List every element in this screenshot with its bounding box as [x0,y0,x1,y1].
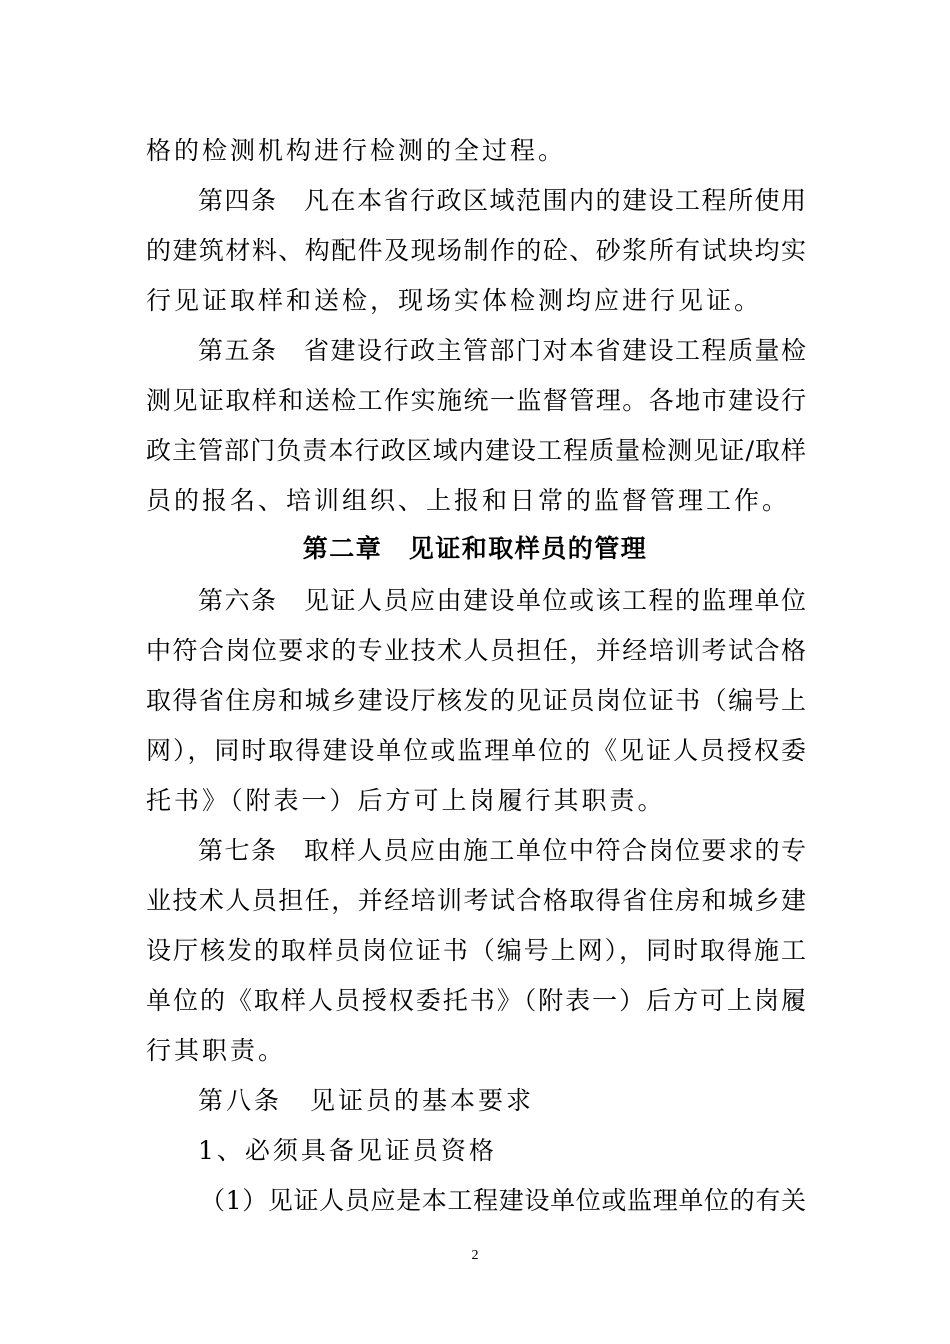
body-text-line: 单位的《取样人员授权委托书》（附表一）后方可上岗履 [146,986,806,1015]
body-text-line: 取得省住房和城乡建设厅核发的见证员岗位证书（编号上 [146,686,806,715]
article-4-line: 第四条 凡在本省行政区域范围内的建设工程所使用 [198,186,806,215]
body-text-line: 行其职责。 [146,1036,287,1065]
article-5-line: 第五条 省建设行政主管部门对本省建设工程质量检 [198,336,806,365]
body-text-line: 设厅核发的取样员岗位证书（编号上网），同时取得施工 [146,936,806,965]
article-8-line: 第八条 见证员的基本要求 [198,1086,535,1115]
body-text-line: 格的检测机构进行检测的全过程。 [146,136,567,165]
body-text-line: 政主管部门负责本行政区域内建设工程质量检测见证/取样 [146,436,806,465]
list-item-line: 1、必须具备见证员资格 [198,1136,497,1165]
body-text-line: 中符合岗位要求的专业技术人员担任，并经培训考试合格 [146,636,806,665]
body-text-line: 托书》（附表一）后方可上岗履行其职责。 [146,786,666,815]
body-text-line: 的建筑材料、构配件及现场制作的砼、砂浆所有试块均实 [146,236,806,265]
body-text-line: 业技术人员担任，并经培训考试合格取得省住房和城乡建 [146,886,806,915]
body-text-line: 网），同时取得建设单位或监理单位的《见证人员授权委 [146,736,806,765]
page-number: 2 [471,1248,479,1263]
chapter-heading: 第二章 见证和取样员的管理 [302,534,648,563]
article-7-line: 第七条 取样人员应由施工单位中符合岗位要求的专 [198,836,806,865]
article-6-line: 第六条 见证人员应由建设单位或该工程的监理单位 [198,586,806,615]
body-text-line: 员的报名、培训组织、上报和日常的监督管理工作。 [146,486,791,515]
sub-item-line: （1）见证人员应是本工程建设单位或监理单位的有关 [200,1186,806,1215]
body-text-line: 测见证取样和送检工作实施统一监督管理。各地市建设行 [146,386,806,415]
body-text-line: 行见证取样和送检，现场实体检测均应进行见证。 [146,286,763,315]
